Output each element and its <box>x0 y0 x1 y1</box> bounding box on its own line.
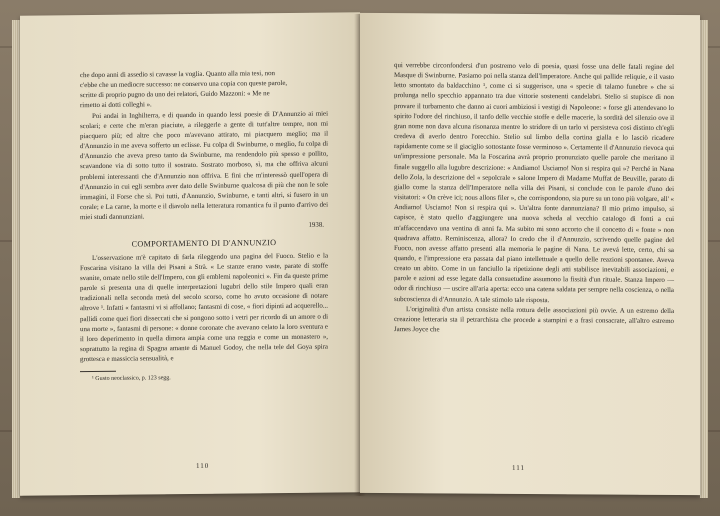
essay-date: 1938. <box>308 221 324 230</box>
open-book <box>12 14 708 506</box>
left-line-3: scritte di proprio pugno da uno dei relatori, Guido Mazzoni: « Me ne <box>80 90 270 100</box>
right-page <box>360 13 700 495</box>
left-line-1: che dopo anni di assedio si cavasse la voglia. Quanto alla mia tesi, non <box>80 70 275 80</box>
right-page-text <box>394 61 674 337</box>
chapter-heading: COMPORTAMENTO DI D'ANNUNZIO <box>131 237 277 249</box>
page-edges-right <box>700 20 708 498</box>
left-paragraph-3: L'osservazione m'è capitato di farla rileggendo una pagina del Fuoco. Stelio e la Foscarina visitano la villa dei Pisani a Strà. « Le stanze erano vaste, parate di stoffe svanite, ornate nello stile dell'Impero, con gli emblemi napoleonici ». Fin da queste prime parole si presenta una di quelle interpretazioni lugubri dello stile Impero quali eran tradizionali nella seconda metà del secolo scorso, come ho avuto occasione di notare altrove ¹. Infatti « fantasmi vi si affollano; fantasmi di cose, « fiori dipinti ad acquerello... pallidi come quei fiori disseccati che si pongono sotto i vetri per ricordo di un amore o di una morte », fantasmi di persone: « donne coronate che avevano celato la loro sventura e il loro deperimento in quella dimora ampia come una reggia e come un monastero », soprattutto la regina di Spagna amante di Manuel Godoy, che nella tele del Goya spira grottesca e massiccia sensualità, e <box>80 252 328 364</box>
left-page-text <box>80 69 328 384</box>
page-number-left: 110 <box>196 461 210 470</box>
right-paragraph-2: L'originalità d'un artista consiste nella rottura delle associazioni più ovvie. A un estremo della creazione letteraria sta il petrarchista che procede a stampini e a frasi consacrate, all'altro estremo James Joyce che <box>394 305 674 334</box>
footnote: ¹ Gusto neoclassico, p. 123 segg. <box>92 375 171 383</box>
page-edges-left <box>12 20 20 498</box>
right-paragraph-1: qui verrebbe circonfondersi d'un postremo velo di poesia, quasi fosse una delle fatali regine del Masque di Swinburne. Pasiamo poi nella stanza dell'Imperatore. Anche qui pallide reliquie, e il vasto letto smontato da baldacchino ¹, come ci si suggerisce, una « specie di talamo funebre » che si prolunga nello specchio appannato tra due vittorie sostenenti candelabri. Stelio si stupisce di non provare il turbamento che danno ai cuori ambiziosi i vestigi di Napoleone: « forse gli attendevano lo spirito l'odore del rinchiuso, il tanfo delle vecchie stoffe e delle macerie, la sordità del silenzio ove il gran nome non dava alcuna risonanza mentre lo stridore di un tarlo vi persisteva così distinto ch'egli credeva di averlo dentro l'orecchio. Stelio sul limbo della cortina gialla e lo lasciò ricadere rapidamente come se il giaciglio sottostante fosse verminoso ». Certamente il d'Annunzio rievoca qui un'impressione personale. Ma la Foscarina avrà proprio pronunziato quelle parole che meritano il finale suggello alla lugubre descrizione: « Andiamo! Usciamo! Non si respira qui »? Perché in Nana dello Zola, la descrizione del « sepolcrale » salone Impero di Madame Muffat de Beuville, parato di giallo come la stanza dell'Imperatore nella villa dei Pisani, si conclude con le parole d'uno dei visitatori: « On crève ici; nous allons filer », che corrispondono, sia pure su un tono più volgare, all' « Andiamo! Usciamo! Non si respira qui ». Un'altra fonte dannunziana? Il mio primo impulso, si capisce, è stato quello d'aggiungere una nuova scheda al vecchio catalogo di fonti a cui m'affaccendavo una ventina di anni fa. Ma subito mi sono accorto che il concetto di « fonte » non quadrava affatto. Reminiscenza, allora? Io credo che il d'Annunzio, scrivendo quelle pagine del Fuoco, non avesse affatto presenti alla memoria le pagine di Nana. Le avevá lette, certo, chi sa quando, e l'impressione era passata dal piano intellettuale a quello delle reazioni spontanee. Aveva creato un abito. Come in un fanciullo la ripetizione degli atti stabilisce inevitabili associazioni, e parole e azioni ad esse legate dalla consuetudine assumono la fissità d'un rituale. Stanza Impero — odor di rinchiuso — uscire all'aria aperta: ecco una catena saldata per sempre nella coscienza, o nella subcoscienza di d'Annunzio. A tale stimolo tale risposta. <box>394 62 674 304</box>
left-paragraph-2: Poi andai in Inghilterra, e di quando in quando lessi poesie di D'Annunzio ai miei scolari; e certe che m'eran piaciute, a rileggerle a gente di tutt'altre tempre, non mi piacquero più; ed altre che poco m'avevano attirato, mi piacquero meglio; ma il d'Annunzio in me aveva sofferto un eclisse. Fu colpa di Swinburne, o meglio, fu colpa di d'Annunzio che aveva preso tanto da Swinburne, ma rendendolo più spesso e pollito, scavandone via di sotto tutto il sostrato. Sostrato morboso, sì, ma che offriva alcuni problemi interessanti che d'Annunzio non offriva. E fini che m'interessò quell'opera di d'Annunzio in cui egli sembra aver dato delle Swinburne qualcosa di più che non le sole immagini, il Forse che sì. Poi tutti, d'Annunzio, Swinburne, e tanti altri, si fusero in un corale; e La carne, la morte e il diavolo nella letteratura romantica fu il punto d'arrivo dei miei studi dannunziani. <box>80 110 328 222</box>
left-page <box>20 12 360 496</box>
left-line-4: rimetto ai dotti colleghi ». <box>80 101 152 110</box>
page-number-right: 111 <box>512 463 525 472</box>
left-line-2: c'ebbe che un mediocre successo: ne conservo una copia con queste parole, <box>80 80 288 90</box>
footnote-rule <box>80 371 116 372</box>
